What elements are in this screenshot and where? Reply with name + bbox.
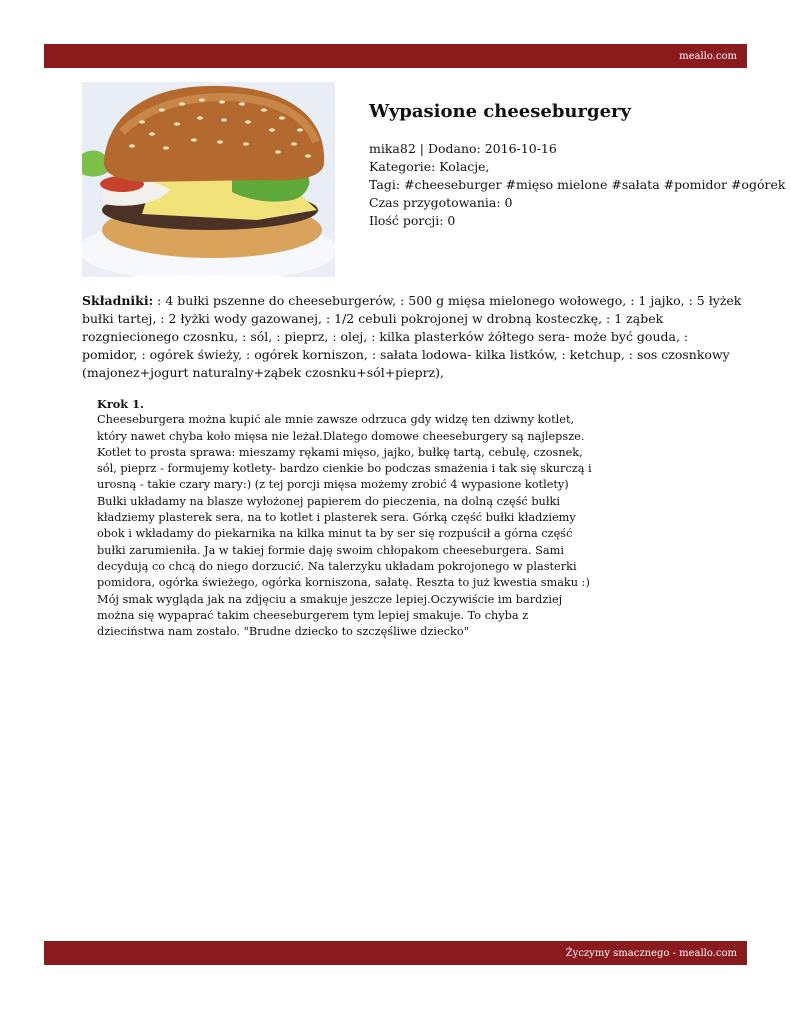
- header-bar: [44, 44, 747, 68]
- footer-text: Życzymy smacznego - meallo.com: [565, 947, 737, 959]
- step-block: [97, 396, 592, 640]
- recipe-servings: Ilość porcji: 0: [369, 213, 456, 228]
- recipe-meta: mika82 | Dodano: 2016-10-16: [369, 141, 557, 156]
- recipe-prep-time: Czas przygotowania: 0: [369, 195, 513, 210]
- step-text: Cheeseburgera można kupić ale mnie zawsze odrzuca gdy widzę ten dziwny kotlet, który nawet chyba koło mięsa nie leżał.Dlatego domowe cheeseburgery są najlepsze. Kotlet to prosta sprawa: mieszamy rękami mięso, jajko, bułkę tartą, cebulę, czosnek, sól, pieprz - formujemy kotlety- bardzo cienkie bo podczas smażenia i tak się skurczą i urosną - takie czary mary:) (z tej porcji mięsa możemy zrobić 4 wypasione kotlety) Bułki układamy na blasze wyłożonej papierem do pieczenia, na dolną część bułki kładziemy plasterek sera, na to kotlet i plasterek sera. Górką część bułki kładziemy obok i wkładamy do piekarnika na kilka minut ta by ser się rozpuścił a górna część bułki zarumieniła. Ja w takiej formie daję swoim chłopakom cheeseburgera. Sami decydują co chcą do niego dorzucić. Na talerzyku układam pokrojonego w plasterki pomidora, ogórka świeżego, ogórka korniszona, sałatę. Reszta to już kwestia smaku :) Mój smak wygląda jak na zdjęciu a smakuje jeszcze lepiej.Oczywiście im bardziej można się wypaprać takim cheeseburgerem tym lepiej smakuje. To chyba z dzieciństwa nam zostało. "Brudne dziecko to szczęśliwe dziecko": [97, 413, 592, 639]
- ingredients-section: [82, 292, 747, 382]
- recipe-photo: [82, 82, 335, 277]
- step-title: Krok 1.: [97, 397, 144, 411]
- recipe-title: Wypasione cheeseburgery: [369, 101, 631, 122]
- ingredients-text: : 4 bułki pszenne do cheeseburgerów, : 500 g mięsa mielonego wołowego, : 1 jajko, : 5 łyżek bułki tartej, : 2 łyżki wody gazowanej, : 1/2 cebuli pokrojonej w drobną kosteczkę, : 1 ząbek rozgniecionego czosnku, : sól, : pieprz, : olej, : kilka plasterków żółtego sera- może być gouda, : pomidor, : ogórek świeży, : ogórek korniszon, : sałata lodowa- kilka listków, : ketchup, : sos czosnkowy (majonez+jogurt naturalny+ząbek czosnku+sól+pieprz),: [82, 293, 742, 380]
- recipe-info: [369, 100, 785, 230]
- header-site-link[interactable]: meallo.com: [679, 50, 737, 62]
- recipe-categories: Kategorie: Kolacje,: [369, 159, 490, 174]
- recipe-tags: Tagi: #cheeseburger #mięso mielone #sałata #pomidor #ogórek: [369, 177, 786, 192]
- footer-bar: [44, 941, 747, 965]
- ingredients-label: Składniki:: [82, 293, 154, 308]
